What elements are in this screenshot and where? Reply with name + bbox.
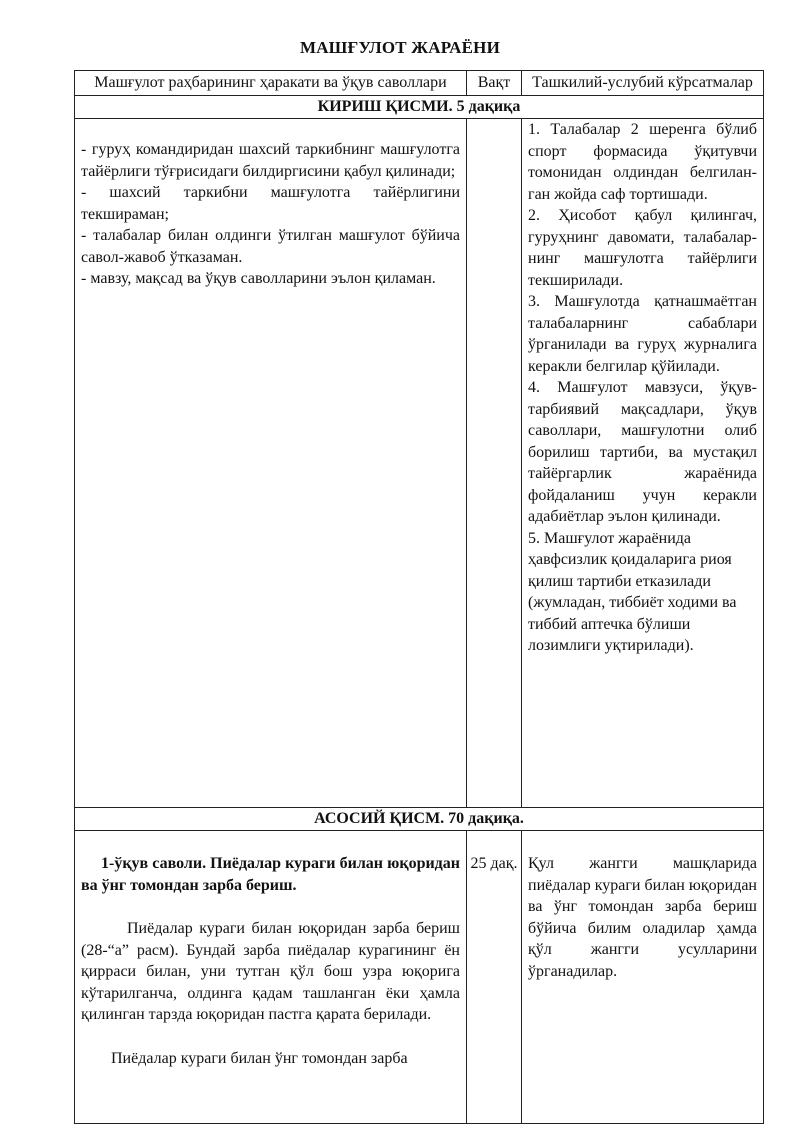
intro-instruction-item: 2. Ҳисобот қабул қилингач, гуруҳнинг давомати, талабалар-нинг машғулотга тайёрлиги текширилади. bbox=[528, 207, 757, 289]
intro-action-item: - шахсий таркибни машғулотга тайёрлигини текшираман; bbox=[81, 184, 460, 223]
intro-section-row bbox=[75, 96, 764, 119]
intro-actions-cell bbox=[75, 119, 467, 808]
intro-action-item: - гуруҳ командиридан шахсий таркибнинг машғулотга тайёрлиги тўғрисидаги билдиргисини қабул қилинади; bbox=[81, 141, 460, 180]
main-instructions-cell: Қул жангги машқларида пиёдалар кураги билан юқоридан ва ўнг томондан зарба бериш бўйича билим оладилар ҳамда қўл жангги усулларини ўрганадилар. bbox=[522, 831, 764, 1124]
intro-instructions-cell bbox=[522, 119, 764, 808]
main-section-row bbox=[75, 808, 764, 831]
main-actions-cell bbox=[75, 831, 467, 1124]
intro-action-item: - талабалар билан олдинги ўтилган машғулот бўйича савол-жавоб ўтказаман. bbox=[81, 227, 460, 266]
header-time: Вақт bbox=[467, 71, 522, 96]
intro-content-row bbox=[75, 119, 764, 808]
intro-action-item: - мавзу, мақсад ва ўқув саволларини эълон қиламан. bbox=[81, 270, 436, 287]
intro-instruction-item: 4. Машғулот мавзуси, ўқув-тарбиявий мақсадлари, ўқув саволлари, машғулотни олиб борилиш тартиби, ва мустақил тайёргарлик жараёнида фойдаланиш учун керакли адабиётлар эълон қилинади. bbox=[528, 379, 757, 525]
question-title: 1-ўқув саволи. Пиёдалар кураги билан юқоридан ва ўнг томондан зарба бериш. bbox=[81, 855, 460, 894]
main-time-cell: 25 дақ. bbox=[467, 831, 522, 1124]
intro-instruction-item: 3. Машғулотда қатнашмаётган талабаларнинг сабаблари ўрганилади ва гуруҳ журналига керакли белгилар қўйилади. bbox=[528, 293, 757, 375]
header-instructions: Ташкилий-услубий кўрсатмалар bbox=[522, 71, 764, 96]
main-paragraph: Пиёдалар кураги билан юқоридан зарба бериш (28-“а” расм). Бундай зарба пиёдалар курагининг ён қирраси билан, уни тутган қўл бош узра юқорига кўтарилганча, олдинга қадам ташланган ёки ҳамла қилинган тарзда юқоридан пастга қарата берилади. bbox=[81, 920, 460, 1023]
page-title: МАШҒУЛОТ ЖАРАЁНИ bbox=[299, 38, 501, 57]
lesson-plan-table bbox=[74, 70, 764, 1124]
main-paragraph: Пиёдалар кураги билан ўнг томондан зарба bbox=[111, 1049, 408, 1067]
intro-instruction-item: 5. Машғулот жараёнида ҳавфсизлик қоидаларига риоя қилиш тартиби етказилади (жумладан, тиббиёт ходими ва тиббий аптечка бўлиши лозимлиги уқтирилади). bbox=[528, 529, 737, 654]
header-actions: Машғулот раҳбарининг ҳаракати ва ўқув саволлари bbox=[75, 71, 467, 96]
intro-time-cell bbox=[467, 119, 522, 808]
main-section-title: АСОСИЙ ҚИСМ. 70 дақиқа. bbox=[75, 808, 764, 831]
intro-section-title: КИРИШ ҚИСМИ. 5 дақиқа bbox=[75, 96, 764, 119]
main-content-row bbox=[75, 831, 764, 1124]
header-row bbox=[75, 71, 764, 96]
intro-instruction-item: 1. Талабалар 2 шеренга бўлиб спорт формасида ўқитувчи томонидан олдиндан белгилан-ган жойда саф тортишади. bbox=[528, 121, 757, 203]
